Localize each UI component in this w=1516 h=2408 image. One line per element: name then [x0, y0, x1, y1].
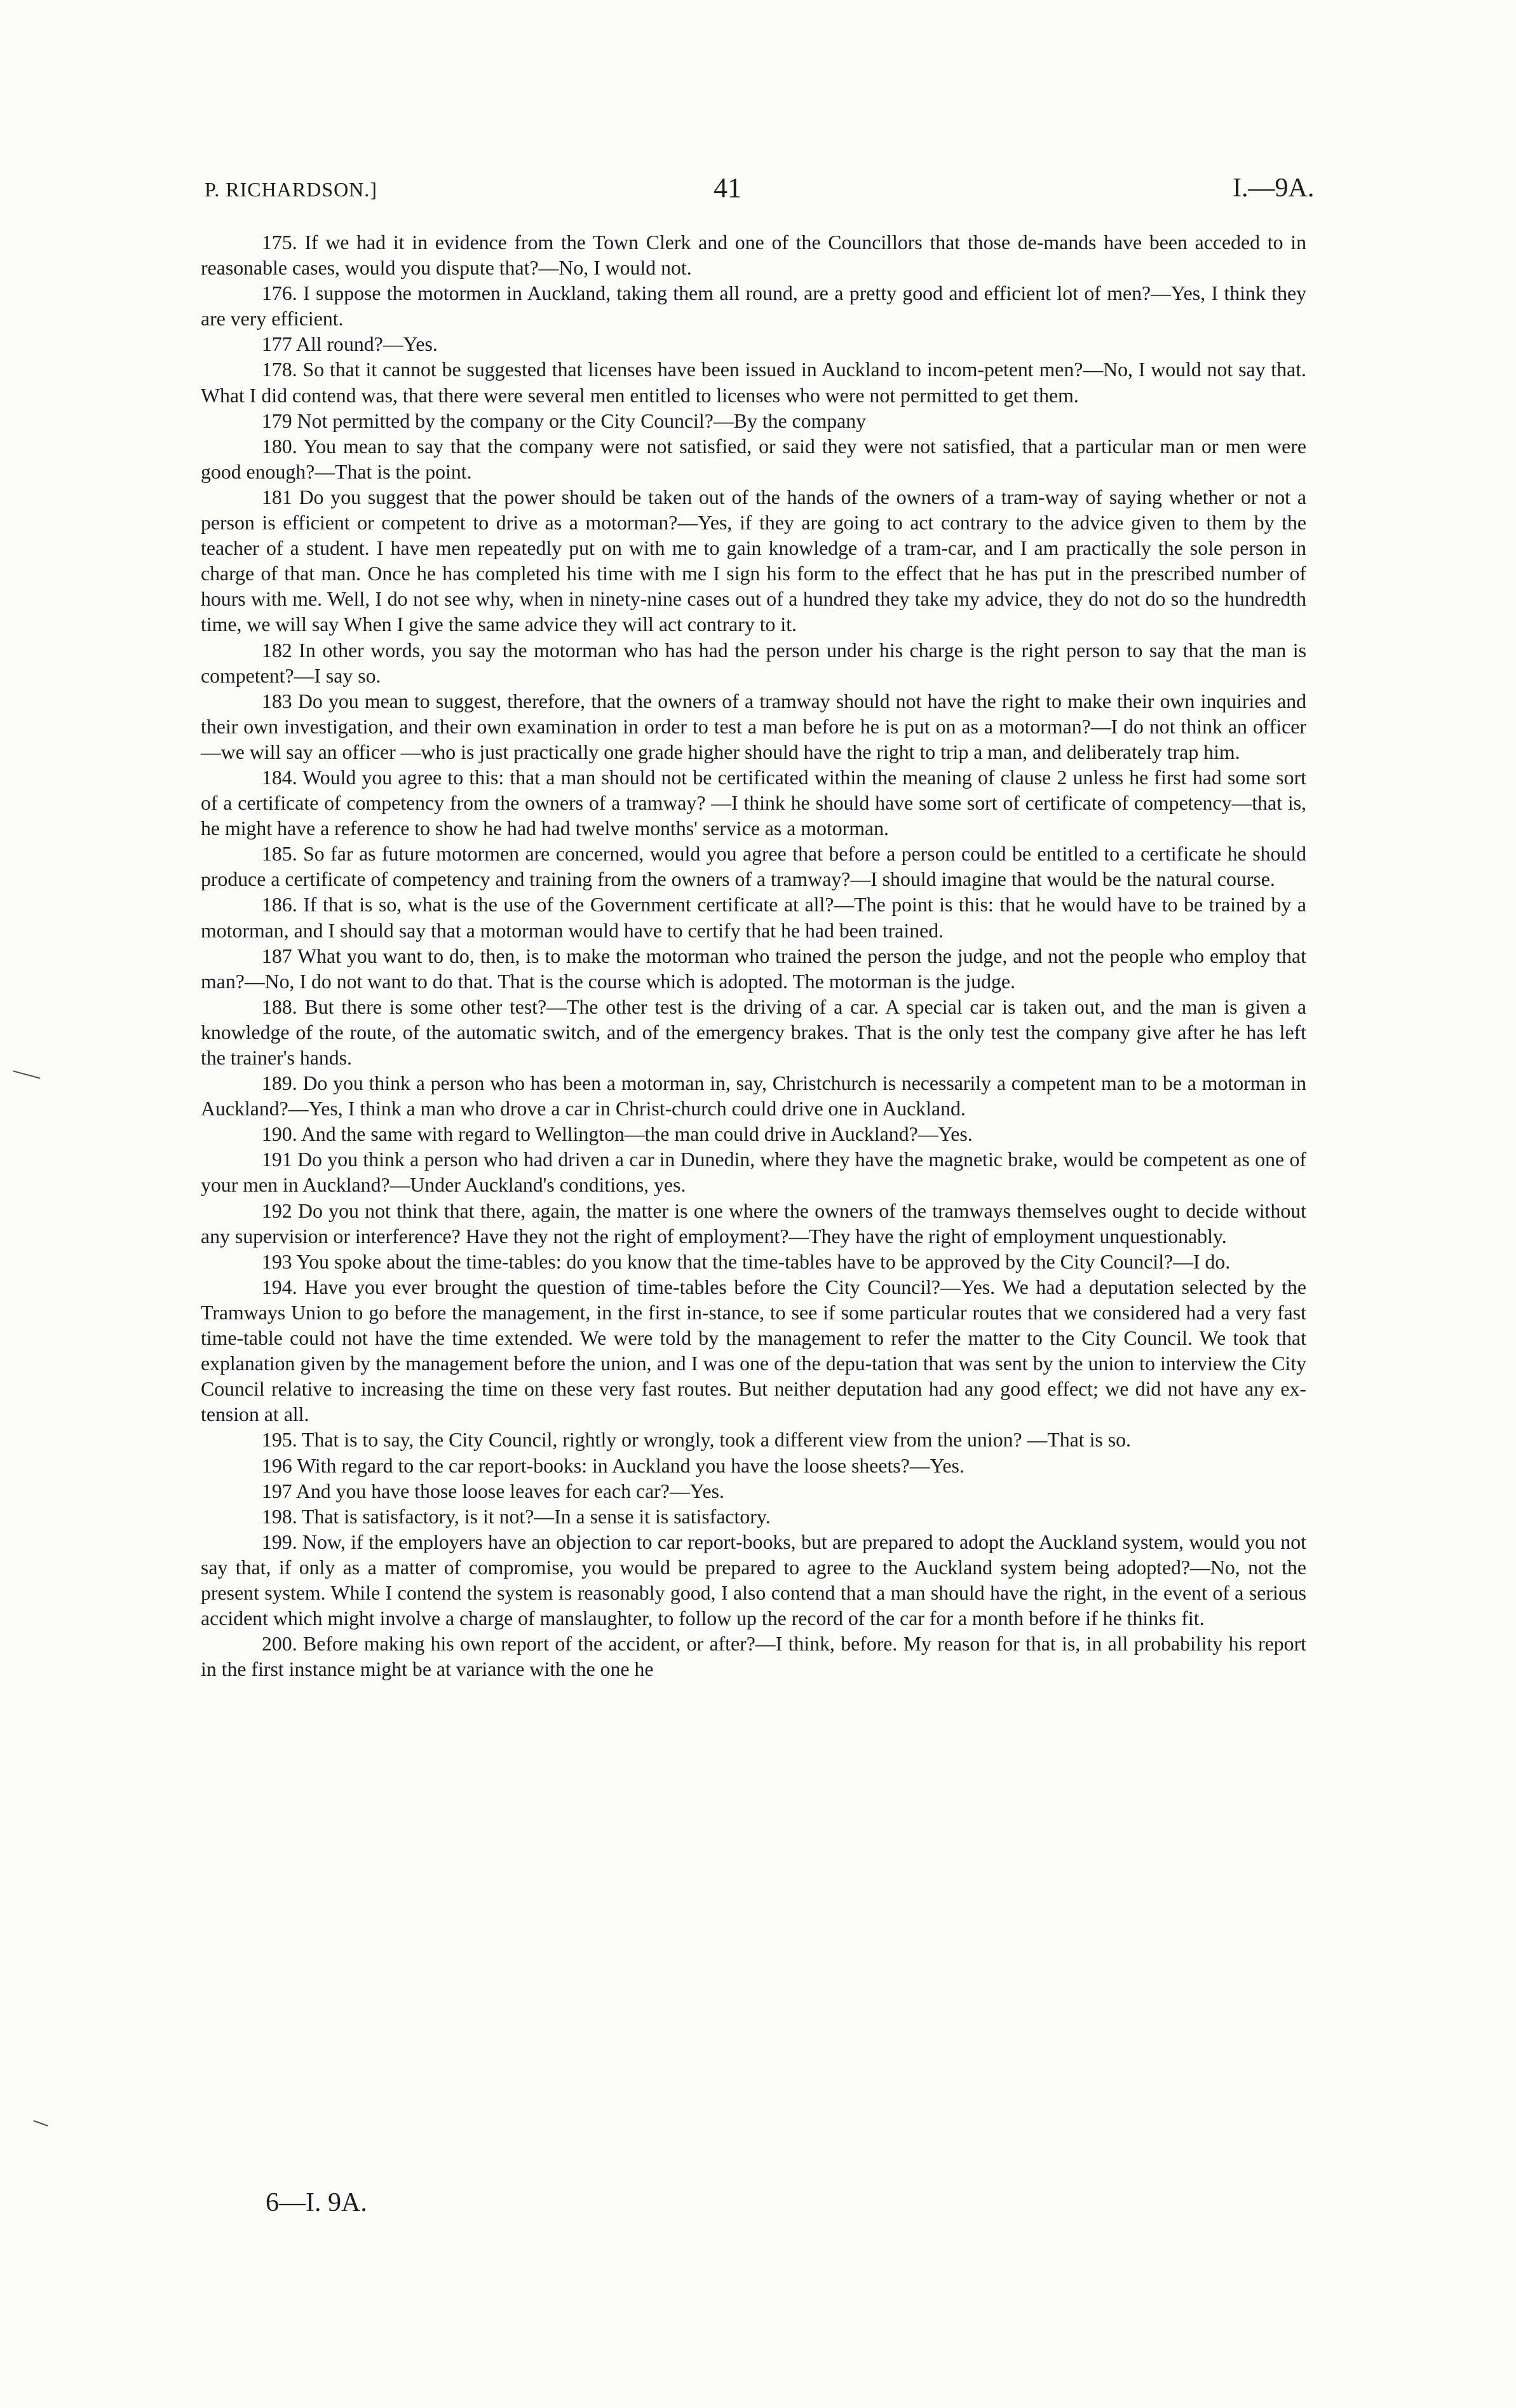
paper-reference-header: I.—9A. — [1233, 173, 1315, 203]
paragraph-190: 190. And the same with regard to Wellington—the man could drive in Auckland?—Yes. — [262, 1123, 973, 1146]
paragraph-182: 182 In other words, you say the motorman who has had the person under his charge is the right person to say that the man is competent?—I say so. — [201, 639, 1306, 687]
paragraph-197: 197 And you have those loose leaves for each car?—Yes. — [262, 1479, 724, 1502]
paragraph-195: 195. That is to say, the City Council, rightly or wrongly, took a different view from the union? —That is so. — [262, 1429, 1131, 1452]
witness-name-header: P. RICHARDSON.] — [205, 178, 377, 201]
paragraph-200: 200. Before making his own report of the accident, or after?—I think, before. My reason for that is, in all probability his report in the first instance might be at variance with the one he — [201, 1633, 1306, 1681]
paragraph-180: 180. You mean to say that the company were not satisfied, or said they were not satisfied, that a particular man or men were good enough?—That is the point. — [201, 435, 1306, 483]
margin-mark — [13, 1070, 40, 1078]
paragraph-177: 177 All round?—Yes. — [262, 333, 438, 356]
paragraph-194: 194. Have you ever brought the question of time-tables before the City Council?—Yes. We had a deputation selected by the Tramways Union to go before the management, in the first in-stance, to see if some particular routes that we considered had a very fast time-table could not have the time extended. We were told by the management to refer the matter to the City Council. We took that explanation given by the management before the union, and I was one of the depu-tation that was sent by the union to interview the City Council relative to increasing the time on these very fast routes. But neither deputation had any good effect; we did not have any ex-tension at all. — [201, 1275, 1306, 1426]
paragraph-196: 196 With regard to the car report-books: in Auckland you have the loose sheets?—Yes. — [262, 1454, 964, 1477]
paragraph-199: 199. Now, if the employers have an objection to car report-books, but are prepared to adopt the Auckland system, would you not say that, if only as a matter of compromise, you would be prepared to agree to the Auckland system being adopted?—No, not the present system. While I contend the system is reasonably good, I also contend that a man should have the right, in the event of a serious accident which might involve a charge of manslaughter, to follow up the record of the car for a month before if he thinks fit. — [201, 1530, 1306, 1630]
paragraph-175: 175. If we had it in evidence from the Town Clerk and one of the Councillors that those de-mands have been acceded to in reasonable cases, would you dispute that?—No, I would not. — [201, 231, 1306, 280]
paragraph-176: 176. I suppose the motormen in Auckland, taking them all round, are a pretty good and efficient lot of men?—Yes, I think they are very efficient. — [201, 282, 1306, 330]
paragraph-191: 191 Do you think a person who had driven a car in Dunedin, where they have the magnetic brake, would be competent as one of your men in Auckland?—Under Auckland's conditions, yes. — [201, 1148, 1306, 1197]
paragraph-178: 178. So that it cannot be suggested that licenses have been issued in Auckland to incom-petent men?—No, I would not say that. What I did contend was, that there were several men entitled to licenses who were not permitted to get them. — [201, 358, 1306, 407]
paragraph-185: 185. So far as future motormen are concerned, would you agree that before a person could be entitled to a certificate he should produce a certificate of competency and training from the owners of a tramway?—I should imagine that would be the natural course. — [201, 843, 1306, 891]
paragraph-184: 184. Would you agree to this: that a man should not be certificated within the meaning of clause 2 unless he first had some sort of a certificate of competency from the owners of a tramway? —I think he should have some sort of certificate of competency—that is, he might have a reference to show he had had twelve months' service as a motorman. — [201, 766, 1306, 840]
testimony-body — [201, 230, 1306, 1682]
paragraph-186: 186. If that is so, what is the use of the Government certificate at all?—The point is this: that he would have to be trained by a motorman, and I should say that a motorman would have to certify that he had been trained. — [201, 894, 1306, 942]
paragraph-187: 187 What you want to do, then, is to make the motorman who trained the person the judge, and not the people who employ that man?—No, I do not want to do that. That is the course which is adopted. The motorman is the judge. — [201, 944, 1306, 993]
paragraph-198: 198. That is satisfactory, is it not?—In a sense it is satisfactory. — [262, 1505, 771, 1528]
paragraph-192: 192 Do you not think that there, again, the matter is one where the owners of the tramways themselves ought to decide without any supervision or interference? Have they not the right of employment?—They have the right of employment unquestionably. — [201, 1199, 1306, 1248]
page-number: 41 — [714, 172, 741, 203]
margin-mark — [33, 2120, 48, 2126]
paragraph-193: 193 You spoke about the time-tables: do you know that the time-tables have to be approved by the City Council?—I do. — [262, 1250, 1231, 1273]
paragraph-181: 181 Do you suggest that the power should be taken out of the hands of the owners of a tram-way of saying whether or not a person is efficient or competent to drive as a motorman?—Yes, if they are going to act contrary to the advice given to them by the teacher of a student. I have men repeatedly put on with me to gain knowledge of a tram-car, and I am practically the sole person in charge of that man. Once he has completed his time with me I sign his form to the effect that he has put in the prescribed number of hours with me. Well, I do not see why, when in ninety-nine cases out of a hundred they take my advice, they do not do so the hundredth time, we will say When I give the same advice they will act contrary to it. — [201, 486, 1306, 636]
paragraph-188: 188. But there is some other test?—The other test is the driving of a car. A special car is taken out, and the man is given a knowledge of the route, of the automatic switch, and of the emergency brakes. That is the only test the company give after he has left the trainer's hands. — [201, 995, 1306, 1069]
signature-footer: 6—I. 9A. — [266, 2188, 367, 2217]
paragraph-183: 183 Do you mean to suggest, therefore, that the owners of a tramway should not have the right to make their own inquiries and their own investigation, and their own examination in order to test a man before he is put on as a motorman?—I do not think an officer—we will say an officer —who is just practically one grade higher should have the right to trip a man, and deliberately trap him. — [201, 690, 1306, 763]
paragraph-179: 179 Not permitted by the company or the City Council?—By the company — [262, 409, 867, 432]
paragraph-189: 189. Do you think a person who has been a motorman in, say, Christchurch is necessarily a competent man to be a motorman in Auckland?—Yes, I think a man who drove a car in Christ-church could drive one in Auckland. — [201, 1072, 1306, 1120]
